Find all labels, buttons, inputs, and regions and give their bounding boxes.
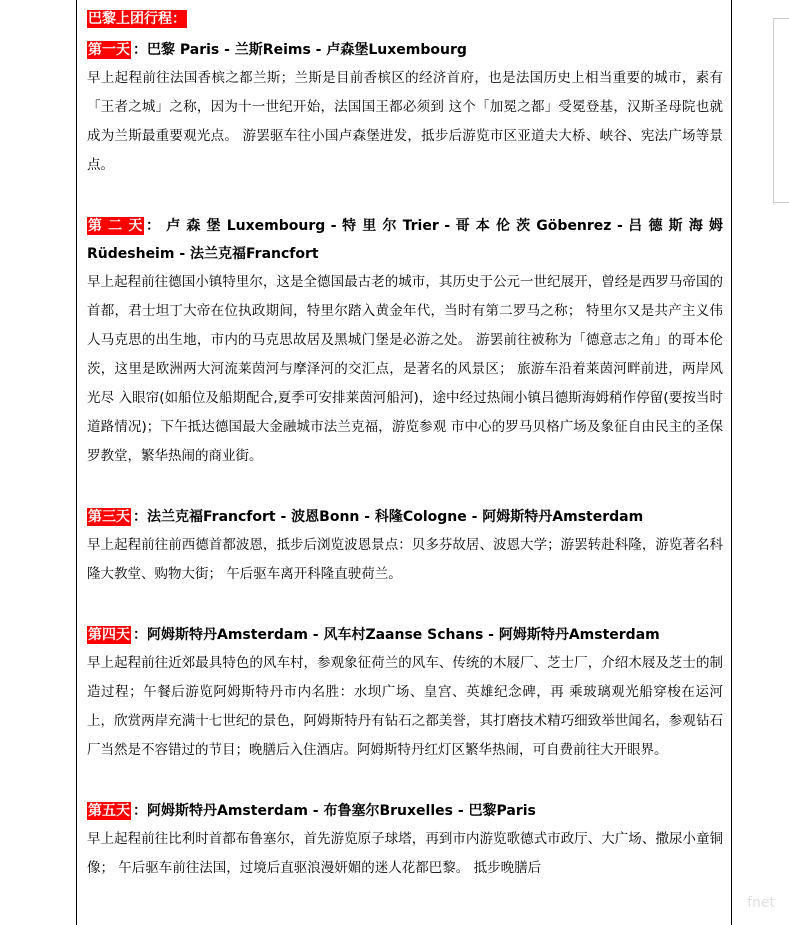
day-label: 第四天 <box>88 627 130 643</box>
document-page <box>76 0 732 925</box>
day-route: ： 卢 森 堡 Luxembourg - 特 里 尔 Trier - 哥 本 伦 茨 Göbenrez - 吕 德 斯 海 姆 Rüdesheim - 法兰克福Francfort <box>87 218 724 262</box>
day-route: ：阿姆斯特丹Amsterdam - 风车村Zaanse Schans - 阿姆斯特丹Amsterdam <box>133 627 660 643</box>
day-section-5 <box>87 797 723 883</box>
day-description: 早上起程前往比利时首都布鲁塞尔，首先游览原子球塔，再到市内游览歌德式市政厅、大广场、撒尿小童铜像； 午后驱车前往法国，过境后直驱浪漫妍媚的迷人花都巴黎。 抵步晚膳后 <box>87 831 723 876</box>
day-description: 早上起程前往近郊最具特色的风车村，参观象征荷兰的风车、传统的木屐厂、芝士厂，介绍木屐及芝士的制造过程；午餐后游览阿姆斯特丹市内名胜：水坝广场、皇宫、英雄纪念碑，再 乘玻璃观光船穿梭在运河上，欣赏两岸充满十七世纪的景色，阿姆斯特丹有钻石之都美誉，其打磨技术精巧细致举世闻名，参观钻石厂当然是不容错过的节目；晚膳后入住酒店。阿姆斯特丹红灯区繁华热闹，可自费前往大开眼界。 <box>87 655 723 758</box>
watermark: fnet <box>747 895 775 911</box>
day-label: 第 二 天 <box>88 218 144 234</box>
day-section-4 <box>87 621 723 765</box>
day-route: ：法兰克福Francfort - 波恩Bonn - 科隆Cologne - 阿姆斯特丹Amsterdam <box>133 509 644 525</box>
day-section-2 <box>87 212 723 471</box>
itinerary-title: 巴黎上团行程： <box>88 11 186 27</box>
day-heading <box>87 621 723 649</box>
day-heading <box>87 36 723 64</box>
document-content <box>87 8 723 915</box>
day-description: 早上起程前往法国香槟之都兰斯；兰斯是目前香槟区的经济首府，也是法国历史上相当重要的城市，素有「王者之城」之称，因为十一世纪开始，法国国王都必须到 这个「加冕之都」受冕登基，汉斯圣母院也就成为兰斯最重要观光点。 游罢驱车往小国卢森堡进发，抵步后游览市区亚道夫大桥、峡谷、宪法广场等景点。 <box>87 70 723 173</box>
day-heading <box>87 503 723 531</box>
day-section-1 <box>87 36 723 180</box>
day-label: 第五天 <box>88 803 130 819</box>
day-section-3 <box>87 503 723 589</box>
day-label: 第三天 <box>88 509 130 525</box>
day-description: 早上起程前往前西德首都波恩，抵步后浏览波恩景点：贝多芬故居、波恩大学；游罢转赴科隆，游览著名科隆大教堂、购物大街； 午后驱车离开科隆直驶荷兰。 <box>87 537 723 582</box>
day-route: ：阿姆斯特丹Amsterdam - 布鲁塞尔Bruxelles - 巴黎Paris <box>133 803 536 819</box>
day-heading <box>87 212 723 268</box>
day-label: 第一天 <box>88 42 130 58</box>
side-panel-edge <box>773 18 789 203</box>
itinerary-title-line <box>87 8 723 30</box>
day-description: 早上起程前往德国小镇特里尔，这是全德国最古老的城市，其历史于公元一世纪展开，曾经是西罗马帝国的首都，君士坦丁大帝在位执政期间，特里尔踏入黄金年代，当时有第二罗马之称； 特里尔又是共产主义伟人马克思的出生地，市内的马克思故居及黑城门堡是必游之处。 游罢前往被称为「德意志之角」的哥本伦茨，这里是欧洲两大河流莱茵河与摩泽河的交汇点，是著名的风景区； 旅游车沿着莱茵河畔前进，两岸风光尽 入眼帘(如船位及船期配合,夏季可安排莱茵河船河)，途中经过热闹小镇吕德斯海姆稍作停留(要按当时道路情况)；下午抵达德国最大金融城市法兰克福，游览参观 市中心的罗马贝格广场及象征自由民主的圣保罗教堂，繁华热闹的商业街。 <box>87 274 723 464</box>
day-route: ：巴黎 Paris - 兰斯Reims - 卢森堡Luxembourg <box>133 42 467 58</box>
day-heading <box>87 797 723 825</box>
